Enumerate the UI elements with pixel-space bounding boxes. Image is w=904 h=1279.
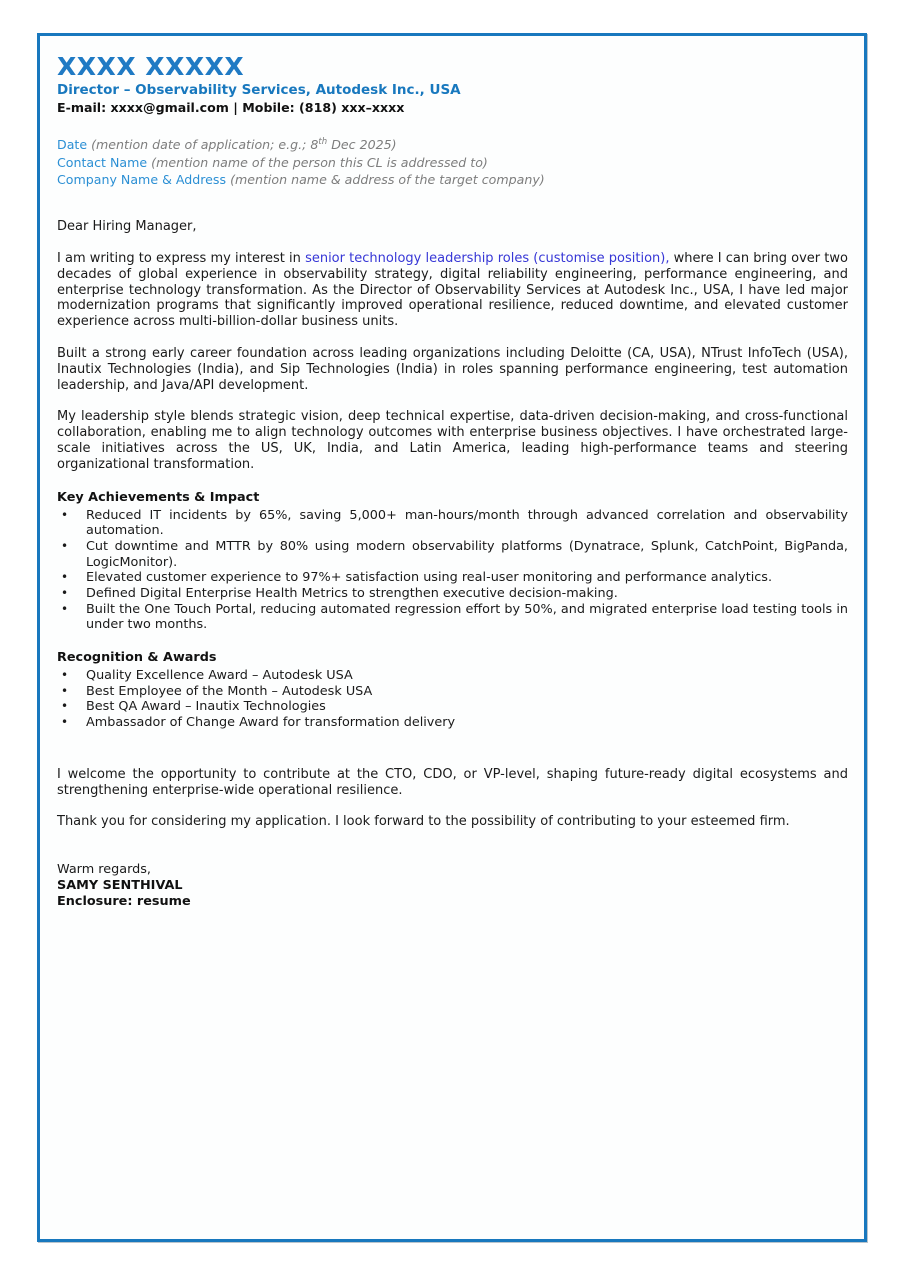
bullet-icon: • bbox=[61, 699, 69, 714]
recipient-name-label: Contact Name bbox=[57, 154, 148, 170]
letter-page bbox=[37, 33, 867, 1242]
recipient-date-ordinal: th bbox=[318, 137, 328, 148]
recipient-date-note-suffix: Dec 2025) bbox=[327, 137, 397, 153]
list-item bbox=[57, 508, 848, 539]
candidate-name: XXXX XXXXX bbox=[57, 52, 245, 81]
key-achievements-list bbox=[57, 508, 848, 634]
recipient-name-line bbox=[57, 154, 848, 172]
list-item-text: Defined Digital Enterprise Health Metrics to strengthen executive decision-making. bbox=[86, 586, 618, 602]
list-item-text: Elevated customer experience to 97%+ satisfaction using real-user monitoring and performance analytics. bbox=[86, 570, 773, 586]
closing-paragraph-1: I welcome the opportunity to contribute at the CTO, CDO, or VP-level, shaping future-ready digital ecosystems and strengthening enterprise-wide operational resilience. bbox=[57, 766, 848, 798]
bullet-icon: • bbox=[61, 601, 69, 616]
bullet-icon: • bbox=[61, 538, 69, 553]
list-item-text: Best QA Award – Inautix Technologies bbox=[86, 699, 326, 715]
bullet-icon: • bbox=[61, 586, 69, 601]
list-item bbox=[57, 684, 848, 700]
list-item-text: Best Employee of the Month – Autodesk USA bbox=[86, 683, 373, 699]
list-item bbox=[57, 539, 848, 570]
list-item bbox=[57, 570, 848, 586]
recipient-date-note bbox=[87, 137, 396, 152]
signer-name: SAMY SENTHIVAL bbox=[57, 878, 183, 894]
list-item bbox=[57, 586, 848, 602]
body-paragraph-1 bbox=[57, 251, 848, 330]
recipient-company-note: (mention name & address of the target company) bbox=[226, 172, 545, 188]
list-item-text: Cut downtime and MTTR by 80% using modern observability platforms (Dynatrace, Splunk, CatchPoint, BigPanda, LogicMonitor). bbox=[86, 538, 848, 570]
enclosure-line: Enclosure: resume bbox=[57, 894, 191, 910]
list-item-text: Reduced IT incidents by 65%, saving 5,000+ man-hours/month through advanced correlation and observability automation. bbox=[86, 507, 848, 539]
body-paragraph-3: My leadership style blends strategic vision, deep technical expertise, data-driven decision-making, and cross-functional collaboration, enabling me to align technology outcomes with enterprise business objectives. I have orchestrated large-scale initiatives across the US, UK, India, and Latin America, leading high-performance teams and steering organizational transformation. bbox=[57, 409, 848, 472]
letter-content bbox=[40, 36, 864, 910]
contact-line: E-mail: xxxx@gmail.com | Mobile: (818) xxx–xxxx bbox=[57, 99, 405, 115]
bullet-icon: • bbox=[61, 507, 69, 522]
bullet-icon: • bbox=[61, 570, 69, 585]
list-item-text: Ambassador of Change Award for transformation delivery bbox=[86, 715, 456, 731]
recipient-block bbox=[57, 134, 848, 189]
recipient-company-line bbox=[57, 171, 848, 189]
candidate-title: Director – Observability Services, Autodesk Inc., USA bbox=[57, 82, 461, 98]
bullet-icon: • bbox=[61, 668, 69, 683]
paragraph-1-lead: I am writing to express my interest in bbox=[57, 251, 306, 267]
recipient-date-label: Date bbox=[57, 137, 88, 153]
section-heading-recognition-awards: Recognition & Awards bbox=[57, 650, 217, 666]
paragraph-1-rest: where I can bring over two decades of global experience in observability strategy, digital reliability engineering, performance engineering, and enterprise technology transformation. As the Director of Observability Services at Autodesk Inc., USA, I have led major modernization programs that significantly improved operational resilience, reduced downtime, and elevated customer experience across multi-billion-dollar business units. bbox=[57, 251, 848, 330]
list-item bbox=[57, 715, 848, 731]
recognition-awards-list bbox=[57, 668, 848, 731]
paragraph-1-highlight: senior technology leadership roles (customise position), bbox=[305, 251, 670, 267]
list-item-text: Built the One Touch Portal, reducing automated regression effort by 50%, and migrated enterprise load testing tools in under two months. bbox=[86, 601, 848, 633]
bullet-icon: • bbox=[61, 715, 69, 730]
closing-paragraph-2: Thank you for considering my application. I look forward to the possibility of contributing to your esteemed firm. bbox=[57, 814, 790, 830]
signature-block bbox=[57, 862, 848, 910]
salutation: Dear Hiring Manager, bbox=[57, 218, 197, 234]
sign-off-line: Warm regards, bbox=[57, 862, 151, 878]
list-item bbox=[57, 602, 848, 633]
recipient-company-label: Company Name & Address bbox=[57, 172, 227, 188]
list-item bbox=[57, 699, 848, 715]
recipient-date-note-prefix: (mention date of application; e.g.; 8 bbox=[87, 137, 319, 153]
list-item-text: Quality Excellence Award – Autodesk USA bbox=[86, 668, 353, 684]
section-heading-key-achievements: Key Achievements & Impact bbox=[57, 489, 260, 505]
recipient-date-line bbox=[57, 134, 848, 154]
recipient-name-note: (mention name of the person this CL is addressed to) bbox=[147, 154, 488, 170]
letterhead bbox=[57, 53, 848, 116]
list-item bbox=[57, 668, 848, 684]
body-paragraph-2: Built a strong early career foundation across leading organizations including Deloitte (CA, USA), NTrust InfoTech (USA), Inautix Technologies (India), and Sip Technologies (India) in roles spanning performance engineering, test automation leadership, and Java/API development. bbox=[57, 346, 848, 393]
bullet-icon: • bbox=[61, 683, 69, 698]
